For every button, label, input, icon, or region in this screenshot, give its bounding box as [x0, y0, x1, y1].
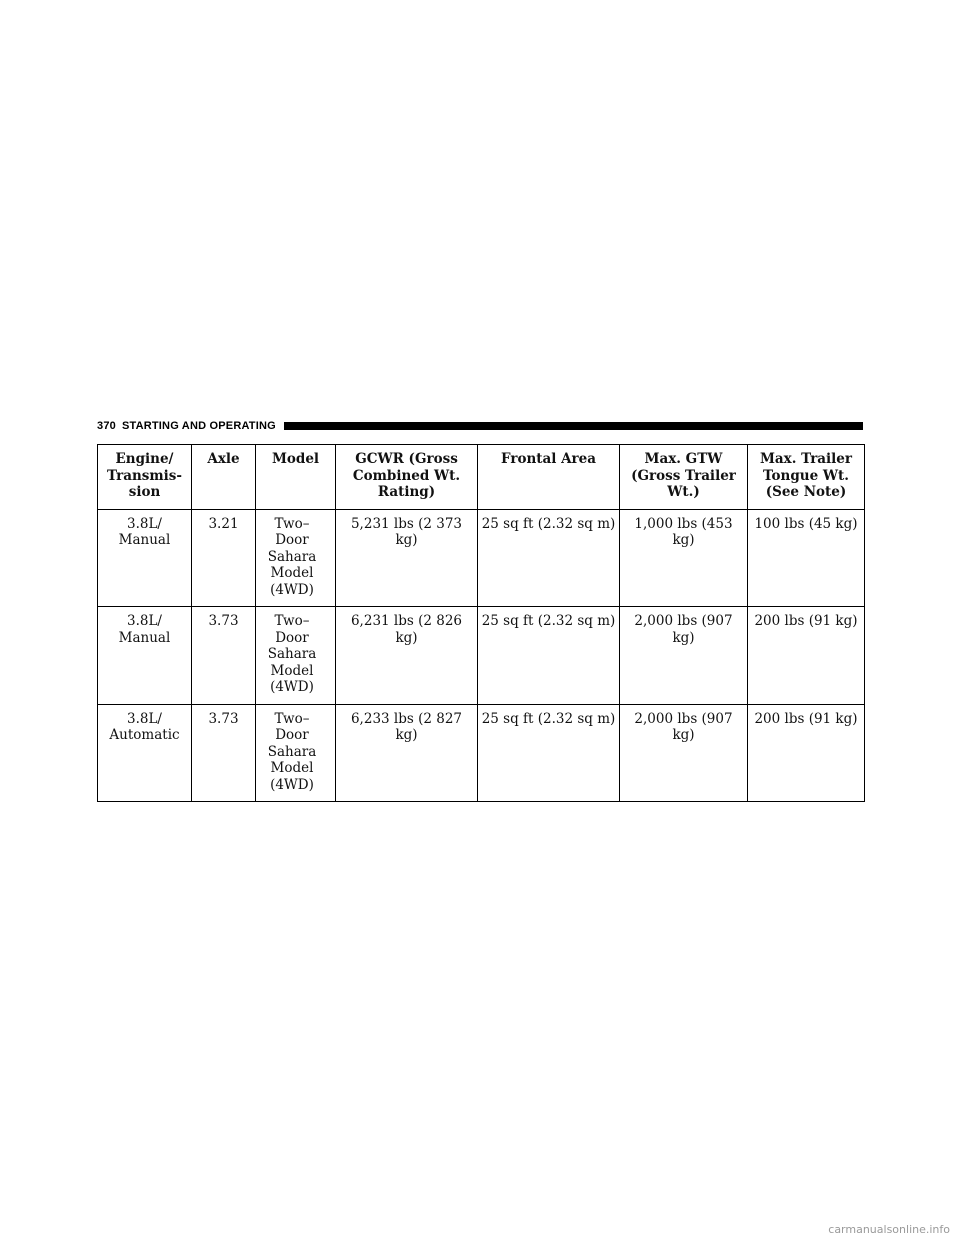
cell-gcwr: 5,231 lbs (2 373 kg) [336, 509, 478, 607]
cell-max-gtw: 2,000 lbs (907 kg) [620, 704, 748, 802]
cell-axle: 3.73 [192, 704, 256, 802]
watermark: carmanualsonline.info [828, 1223, 950, 1236]
cell-gcwr: 6,233 lbs (2 827 kg) [336, 704, 478, 802]
cell-engine: 3.8L/ Automatic [98, 704, 192, 802]
table-row [98, 607, 865, 705]
cell-model: Two– Door Sahara Model (4WD) [256, 704, 336, 802]
cell-max-tongue: 200 lbs (91 kg) [748, 607, 865, 705]
header-axle: Axle [192, 445, 256, 510]
header-engine: Engine/ Transmis- sion [98, 445, 192, 510]
header-frontal-area: Frontal Area [478, 445, 620, 510]
cell-frontal-area: 25 sq ft (2.32 sq m) [478, 607, 620, 705]
header-max-tongue: Max. Trailer Tongue Wt. (See Note) [748, 445, 865, 510]
cell-max-tongue: 200 lbs (91 kg) [748, 704, 865, 802]
cell-engine: 3.8L/ Manual [98, 607, 192, 705]
cell-max-gtw: 1,000 lbs (453 kg) [620, 509, 748, 607]
header-max-gtw: Max. GTW (Gross Trailer Wt.) [620, 445, 748, 510]
cell-axle: 3.73 [192, 607, 256, 705]
cell-max-tongue: 100 lbs (45 kg) [748, 509, 865, 607]
table-header-row [98, 445, 865, 510]
header-rule [284, 422, 863, 430]
page-header [97, 418, 863, 434]
cell-model: Two– Door Sahara Model (4WD) [256, 509, 336, 607]
towing-spec-table [97, 444, 865, 802]
cell-axle: 3.21 [192, 509, 256, 607]
header-gcwr: GCWR (Gross Combined Wt. Rating) [336, 445, 478, 510]
cell-frontal-area: 25 sq ft (2.32 sq m) [478, 704, 620, 802]
cell-model: Two– Door Sahara Model (4WD) [256, 607, 336, 705]
section-title: STARTING AND OPERATING [121, 420, 276, 432]
cell-gcwr: 6,231 lbs (2 826 kg) [336, 607, 478, 705]
cell-max-gtw: 2,000 lbs (907 kg) [620, 607, 748, 705]
page-number: 370 [97, 420, 116, 432]
table-row [98, 704, 865, 802]
header-model: Model [256, 445, 336, 510]
table-row [98, 509, 865, 607]
cell-frontal-area: 25 sq ft (2.32 sq m) [478, 509, 620, 607]
cell-engine: 3.8L/ Manual [98, 509, 192, 607]
